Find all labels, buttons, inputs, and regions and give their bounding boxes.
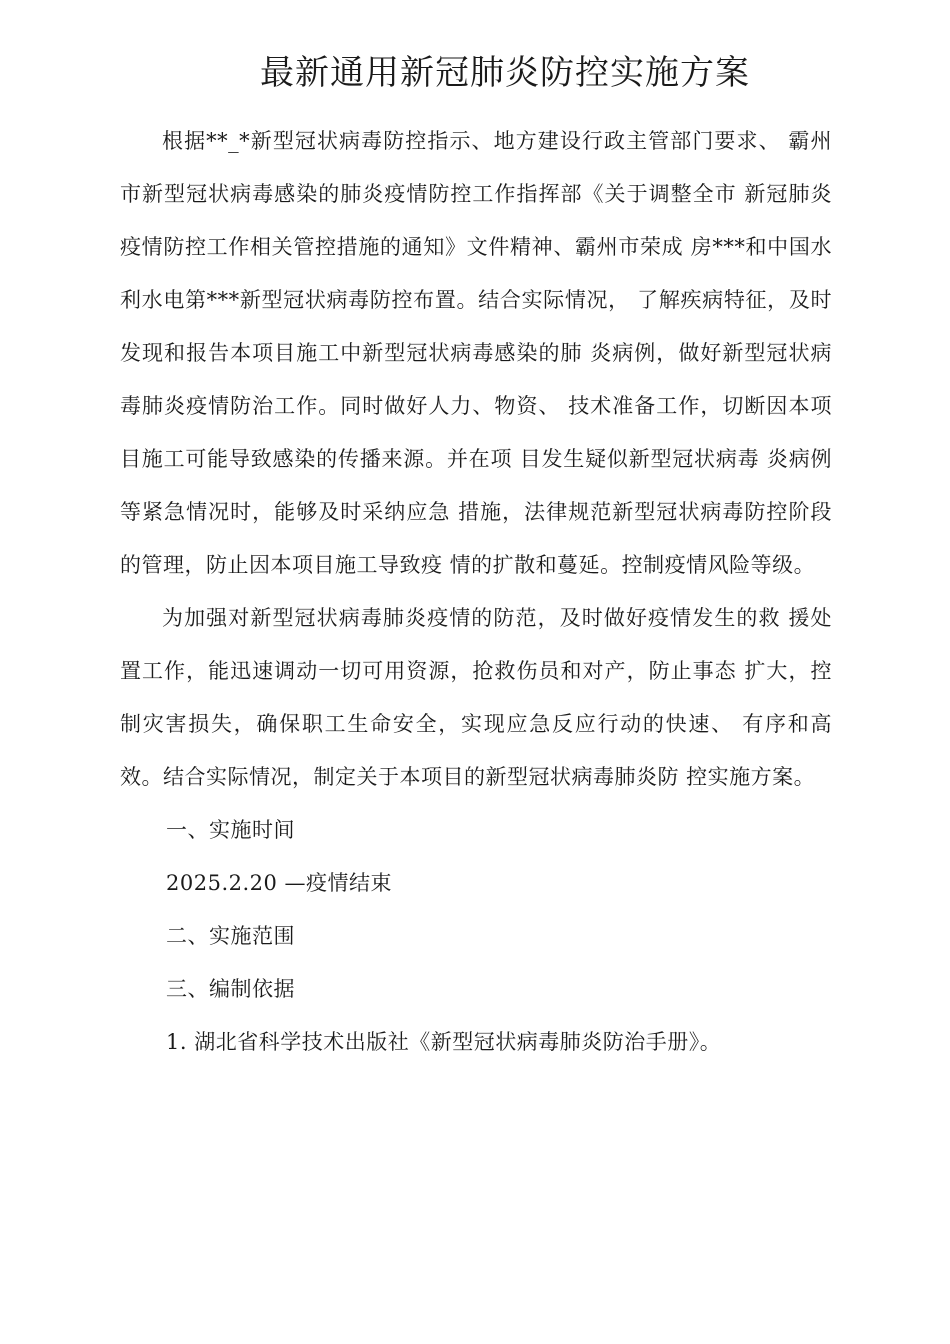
paragraph-purpose: 为加强对新型冠状病毒肺炎疫情的防范，及时做好疫情发生的救 援处置工作，能迅速调动一切可用资源，抢救伤员和对产，防止事态 扩大，控制灾害损失，确保职工生命安全，实现应急反应行动的快速、 有序和高效。结合实际情况，制定关于本项目的新型冠状病毒肺炎防 控实施方案。: [120, 606, 832, 789]
paragraph-basis: 根据**_*新型冠状病毒防控指示、地方建设行政主管部门要求、 霸州市新型冠状病毒感染的肺炎疫情防控工作指挥部《关于调整全市 新冠肺炎疫情防控工作相关管控措施的通知》文件精神、霸州市荣成 房***和中国水利水电第***新型冠状病毒防控布置。结合实际情况， 了解疾病特征，及时发现和报告本项目施工中新型冠状病毒感染的肺 炎病例，做好新型冠状病毒肺炎疫情防治工作。同时做好人力、物资、 技术准备工作，切断因本项目施工可能导致感染的传播来源。并在项 目发生疑似新型冠状病毒 炎病例等紧急情况时，能够及时采纳应急 措施，法律规范新型冠状病毒防控阶段的管理，防止因本项目施工导致疫 情的扩散和蔓延。控制疫情风险等级。: [120, 129, 832, 577]
section-heading-scope: 二、实施范围: [166, 924, 295, 948]
section-heading-time: 一、实施时间: [166, 818, 295, 842]
implementation-period: 2025.2.20 —疫情结束: [166, 871, 393, 895]
reference-item-1: 1. 湖北省科学技术出版社《新型冠状病毒肺炎防治手册》。: [166, 1030, 722, 1054]
section-heading-basis: 三、编制依据: [166, 977, 295, 1001]
document-title: 最新通用新冠肺炎防控实施方案: [260, 53, 750, 93]
document-body: [120, 115, 832, 1069]
